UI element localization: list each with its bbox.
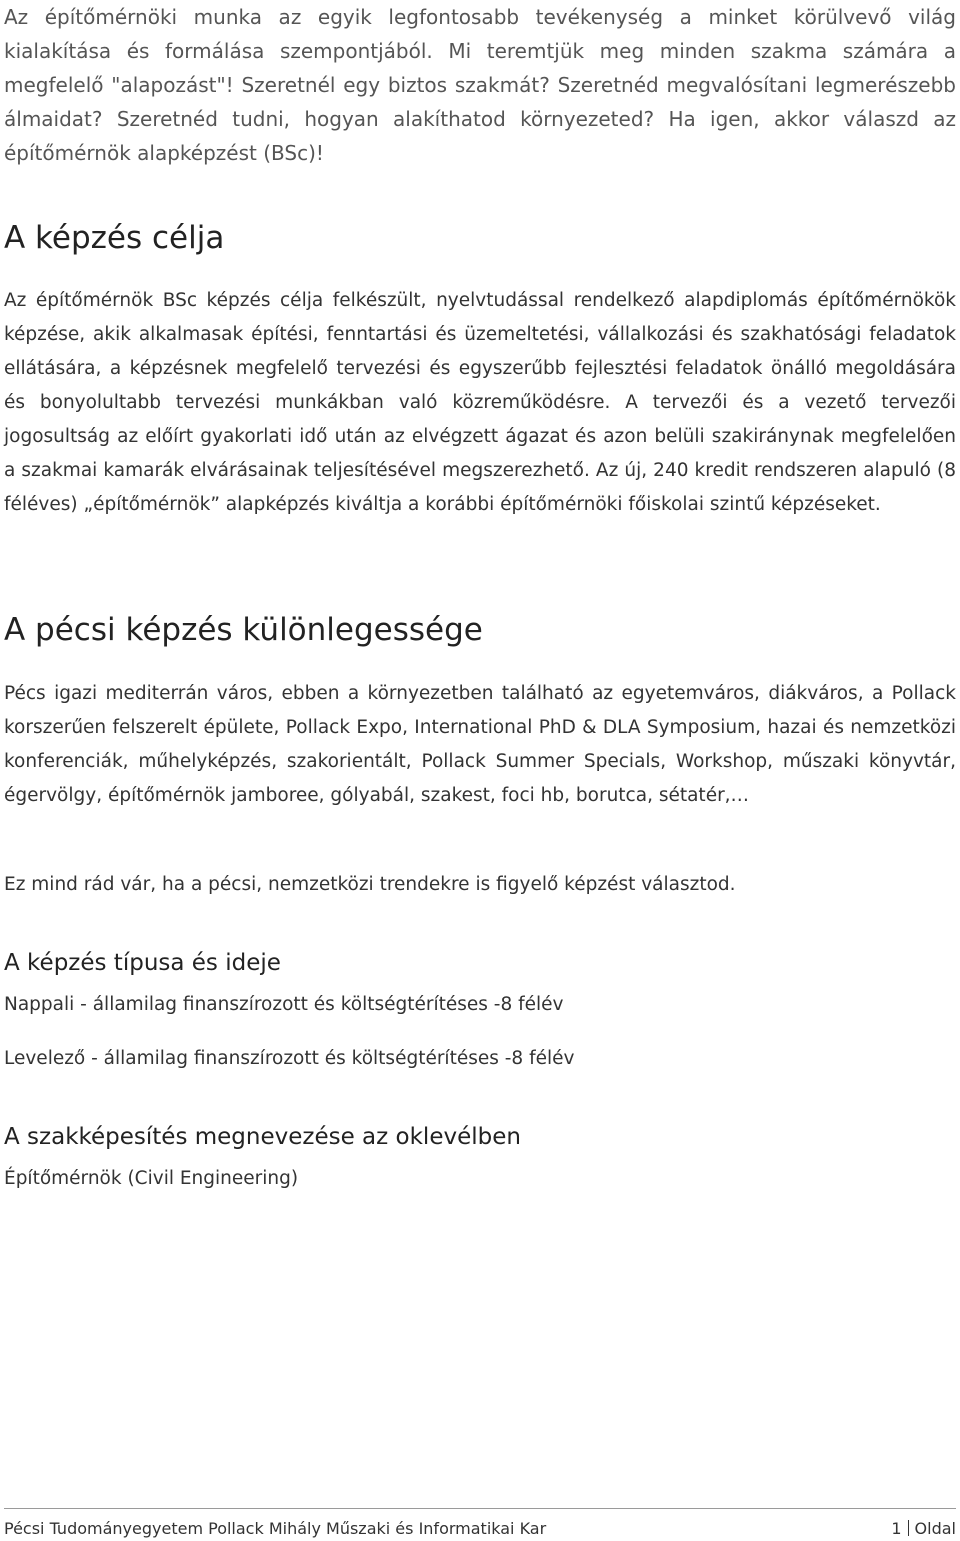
line-levelezo: Levelező - államilag finanszírozott és költségtérítéses -8 félév <box>4 1048 575 1069</box>
heading-kepzes-celja: A képzés célja <box>4 220 225 256</box>
heading-szakkepesites: A szakképesítés megnevezése az oklevélben <box>4 1124 521 1150</box>
paragraph-ez-mind: Ez mind rád vár, ha a pécsi, nemzetközi trendekre is figyelő képzést választod. <box>4 874 736 895</box>
footer-page-indicator <box>891 1518 956 1540</box>
page-separator <box>908 1520 909 1536</box>
page-number: 1 <box>891 1519 902 1538</box>
heading-pecsi-kepzes: A pécsi képzés különlegessége <box>4 612 483 648</box>
line-epitomernok: Építőmérnök (Civil Engineering) <box>4 1168 299 1189</box>
heading-kepzes-tipusa: A képzés típusa és ideje <box>4 950 281 976</box>
line-nappali: Nappali - államilag finanszírozott és költségtérítéses -8 félév <box>4 994 564 1015</box>
page-label: Oldal <box>914 1519 956 1538</box>
paragraph-kepzes-celja: Az építőmérnök BSc képzés célja felkészült, nyelvtudással rendelkező alapdiplomás építőmérnökök képzése, akik alkalmasak építési, fenntartási és üzemeltetési, vállalkozási és szakhatósági feladatok ellátására, a képzésnek megfelelő tervezési és egyszerűbb fejlesztési feladatok önálló megoldására és bonyolultabb tervezési munkákban való közreműködésre. A tervezői és a vezető tervezői jogosultság az előírt gyakorlati idő után az elvégzett ágazat és azon belüli szakiránynak megfelelően a szakmai kamarák elvárásainak teljesítésével megszerezhető. Az új, 240 kredit rendszeren alapuló (8 féléves) „építőmérnök” alapképzés kiváltja a korábbi építőmérnöki főiskolai szintű képzéseket. <box>4 290 956 515</box>
footer-institution: Pécsi Tudományegyetem Pollack Mihály Műszaki és Informatikai Kar <box>4 1519 547 1538</box>
paragraph-pecsi-kepzes: Pécs igazi mediterrán város, ebben a környezetben található az egyetemváros, diákváros, a Pollack korszerűen felszerelt épülete, Pollack Expo, International PhD & DLA Symposium, hazai és nemzetközi konferenciák, műhelyképzés, szakorientált, Pollack Summer Specials, Workshop, műszaki könyvtár, égervölgy, építőmérnök jamboree, gólyabál, szakest, foci hb, borutca, sétatér,… <box>4 683 956 806</box>
footer-divider <box>4 1508 956 1509</box>
intro-paragraph: Az építőmérnöki munka az egyik legfontosabb tevékenység a minket körülvevő világ kialakítása és formálása szempontjából. Mi teremtjük meg minden szakma számára a megfelelő "alapozást"! Szeretnél egy biztos szakmát? Szeretnéd megvalósítani legmerészebb álmaidat? Szeretnéd tudni, hogyan alakíthatod környezeted? Ha igen, akkor válaszd az építőmérnök alapképzést (BSc)! <box>4 5 956 165</box>
